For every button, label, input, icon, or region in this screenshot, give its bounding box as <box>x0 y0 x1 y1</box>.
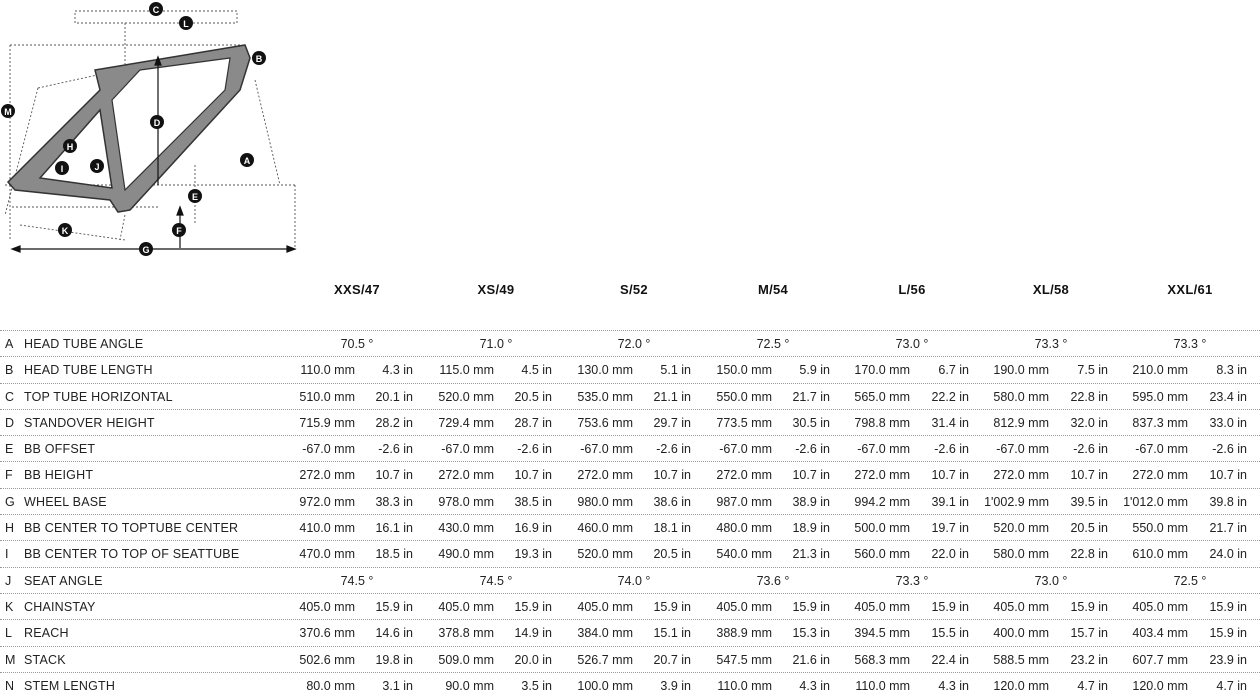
mm-cell: 110.0 mm <box>300 363 355 378</box>
row-letter: G <box>5 494 15 509</box>
geometry-table <box>0 330 1260 698</box>
mm-cell: 430.0 mm <box>438 521 494 536</box>
mm-cell: -67.0 mm <box>857 442 910 457</box>
inch-cell: 10.7 in <box>1070 468 1108 483</box>
mm-cell: 150.0 mm <box>716 363 772 378</box>
mm-cell: 120.0 mm <box>1132 678 1188 693</box>
row-label: SEAT ANGLE <box>24 573 103 588</box>
marker-d <box>150 115 164 129</box>
inch-cell: 39.1 in <box>931 494 969 509</box>
mm-cell: 405.0 mm <box>854 599 910 614</box>
mm-cell: 410.0 mm <box>299 521 355 536</box>
inch-cell: 5.9 in <box>799 363 830 378</box>
mm-cell: 272.0 mm <box>993 468 1049 483</box>
svg-text:L: L <box>183 19 189 29</box>
inch-cell: -2.6 in <box>1212 442 1247 457</box>
inch-cell: 15.9 in <box>375 599 413 614</box>
marker-c <box>149 2 163 16</box>
inch-cell: 20.0 in <box>514 652 552 667</box>
mm-cell: 120.0 mm <box>993 678 1049 693</box>
row-label: WHEEL BASE <box>24 494 107 509</box>
inch-cell: 32.0 in <box>1070 415 1108 430</box>
inch-cell: 4.7 in <box>1216 678 1247 693</box>
mm-cell: 272.0 mm <box>299 468 355 483</box>
inch-cell: 15.9 in <box>792 599 830 614</box>
row-label: BB CENTER TO TOP OF SEATTUBE <box>24 547 240 562</box>
mm-cell: 378.8 mm <box>438 626 494 641</box>
inch-cell: 22.2 in <box>931 389 969 404</box>
mm-cell: 510.0 mm <box>299 389 355 404</box>
row-label: BB OFFSET <box>24 442 96 457</box>
angle-cell: 70.5 ° <box>340 337 374 351</box>
mm-cell: 403.4 mm <box>1132 626 1188 641</box>
mm-cell: 535.0 mm <box>577 389 633 404</box>
mm-cell: -67.0 mm <box>719 442 772 457</box>
mm-cell: 715.9 mm <box>299 415 355 430</box>
frame-geometry-diagram <box>0 0 310 265</box>
table-row <box>0 330 1260 356</box>
mm-cell: 580.0 mm <box>993 389 1049 404</box>
mm-cell: 90.0 mm <box>445 678 494 693</box>
angle-cell: 72.0 ° <box>617 337 651 351</box>
inch-cell: 22.8 in <box>1070 547 1108 562</box>
inch-cell: 16.9 in <box>514 521 552 536</box>
inch-cell: 31.4 in <box>931 415 969 430</box>
mm-cell: 987.0 mm <box>716 494 772 509</box>
mm-cell: 509.0 mm <box>438 652 494 667</box>
angle-cell: 73.3 ° <box>895 573 929 588</box>
table-row <box>0 461 1260 487</box>
inch-cell: 22.4 in <box>931 652 969 667</box>
inch-cell: 15.3 in <box>792 626 830 641</box>
row-label: STEM LENGTH <box>24 678 116 693</box>
inch-cell: 18.1 in <box>653 521 691 536</box>
mm-cell: 370.6 mm <box>299 626 355 641</box>
table-row <box>0 567 1260 593</box>
table-row <box>0 514 1260 540</box>
mm-cell: 1'012.0 mm <box>1123 494 1188 509</box>
mm-cell: 210.0 mm <box>1132 363 1188 378</box>
mm-cell: 272.0 mm <box>1132 468 1188 483</box>
inch-cell: 21.6 in <box>792 652 830 667</box>
inch-cell: 4.3 in <box>382 363 413 378</box>
mm-cell: -67.0 mm <box>580 442 633 457</box>
angle-cell: 73.6 ° <box>756 573 790 588</box>
inch-cell: 6.7 in <box>938 363 969 378</box>
angle-cell: 74.5 ° <box>479 573 513 588</box>
svg-text:G: G <box>142 245 150 255</box>
mm-cell: 568.3 mm <box>854 652 910 667</box>
inch-cell: 15.9 in <box>514 599 552 614</box>
inch-cell: -2.6 in <box>934 442 969 457</box>
mm-cell: 837.3 mm <box>1132 415 1188 430</box>
row-label: HEAD TUBE LENGTH <box>24 363 153 378</box>
inch-cell: 20.5 in <box>514 389 552 404</box>
mm-cell: 405.0 mm <box>1132 599 1188 614</box>
mm-cell: 729.4 mm <box>438 415 494 430</box>
svg-text:A: A <box>243 156 251 166</box>
row-letter: F <box>5 468 13 483</box>
row-letter: B <box>5 363 14 378</box>
angle-cell: 73.0 ° <box>1034 573 1068 588</box>
inch-cell: 20.5 in <box>1070 521 1108 536</box>
inch-cell: 33.0 in <box>1209 415 1247 430</box>
size-label-l: L/56 <box>898 282 926 297</box>
angle-cell: 73.3 ° <box>1173 337 1207 351</box>
inch-cell: 20.7 in <box>653 652 691 667</box>
inch-cell: 3.5 in <box>521 678 552 693</box>
svg-text:I: I <box>60 164 64 174</box>
table-row <box>0 540 1260 566</box>
mm-cell: 540.0 mm <box>716 547 772 562</box>
row-label: BB CENTER TO TOPTUBE CENTER <box>24 521 239 536</box>
row-letter: L <box>5 626 12 641</box>
row-letter: J <box>5 573 12 588</box>
inch-cell: 39.5 in <box>1070 494 1108 509</box>
mm-cell: 460.0 mm <box>577 521 633 536</box>
inch-cell: 38.9 in <box>792 494 830 509</box>
mm-cell: 405.0 mm <box>299 599 355 614</box>
mm-cell: 1'002.9 mm <box>984 494 1049 509</box>
mm-cell: 388.9 mm <box>716 626 772 641</box>
inch-cell: 4.7 in <box>1077 678 1108 693</box>
size-label-xl: XL/58 <box>1032 282 1070 297</box>
row-label: REACH <box>24 626 69 641</box>
row-letter: I <box>5 547 9 562</box>
inch-cell: 10.7 in <box>792 468 830 483</box>
inch-cell: 15.5 in <box>931 626 969 641</box>
inch-cell: 10.7 in <box>1209 468 1247 483</box>
marker-h <box>63 139 77 153</box>
svg-text:F: F <box>176 226 182 236</box>
angle-cell: 74.0 ° <box>617 573 651 588</box>
inch-cell: 10.7 in <box>375 468 413 483</box>
inch-cell: 14.6 in <box>375 626 413 641</box>
mm-cell: 773.5 mm <box>716 415 772 430</box>
marker-j <box>90 159 104 173</box>
mm-cell: 130.0 mm <box>577 363 633 378</box>
mm-cell: 115.0 mm <box>439 363 494 378</box>
inch-cell: 30.5 in <box>792 415 830 430</box>
inch-cell: 39.8 in <box>1209 494 1247 509</box>
svg-text:J: J <box>94 162 100 172</box>
row-letter: C <box>5 389 15 404</box>
row-letter: K <box>5 599 14 614</box>
size-label-m: M/54 <box>757 282 789 297</box>
mm-cell: 272.0 mm <box>577 468 633 483</box>
inch-cell: 4.3 in <box>799 678 830 693</box>
inch-cell: 15.1 in <box>653 626 691 641</box>
inch-cell: 15.9 in <box>931 599 969 614</box>
mm-cell: 480.0 mm <box>716 521 772 536</box>
table-row <box>0 619 1260 645</box>
inch-cell: 28.7 in <box>514 415 552 430</box>
mm-cell: 520.0 mm <box>577 547 633 562</box>
angle-cell: 74.5 ° <box>340 573 374 588</box>
marker-e <box>188 189 202 203</box>
size-label-xxl: XXL/61 <box>1167 282 1213 297</box>
inch-cell: 38.5 in <box>514 494 552 509</box>
angle-cell: 72.5 ° <box>756 337 790 351</box>
marker-g <box>139 242 153 256</box>
inch-cell: 21.7 in <box>792 389 830 404</box>
mm-cell: 405.0 mm <box>993 599 1049 614</box>
row-letter: D <box>5 415 15 430</box>
row-letter: H <box>5 521 15 536</box>
mm-cell: 272.0 mm <box>854 468 910 483</box>
mm-cell: 560.0 mm <box>854 547 910 562</box>
mm-cell: 272.0 mm <box>438 468 494 483</box>
mm-cell: 607.7 mm <box>1132 652 1188 667</box>
table-row <box>0 593 1260 619</box>
inch-cell: 15.9 in <box>1209 626 1247 641</box>
mm-cell: 972.0 mm <box>299 494 355 509</box>
mm-cell: 812.9 mm <box>993 415 1049 430</box>
svg-text:D: D <box>153 118 161 128</box>
row-letter: A <box>5 337 14 351</box>
mm-cell: 110.0 mm <box>855 678 910 693</box>
inch-cell: 15.9 in <box>1070 599 1108 614</box>
mm-cell: 565.0 mm <box>854 389 910 404</box>
mm-cell: 526.7 mm <box>577 652 633 667</box>
mm-cell: 272.0 mm <box>716 468 772 483</box>
inch-cell: 15.7 in <box>1070 626 1108 641</box>
svg-text:C: C <box>152 5 160 15</box>
row-letter: M <box>5 652 16 667</box>
marker-f <box>172 223 186 237</box>
mm-cell: 994.2 mm <box>854 494 910 509</box>
size-header-row <box>0 282 1260 302</box>
mm-cell: 610.0 mm <box>1132 547 1188 562</box>
mm-cell: 400.0 mm <box>993 626 1049 641</box>
inch-cell: 21.7 in <box>1209 521 1247 536</box>
mm-cell: 753.6 mm <box>577 415 633 430</box>
inch-cell: 4.3 in <box>938 678 969 693</box>
table-row <box>0 409 1260 435</box>
angle-cell: 72.5 ° <box>1173 573 1207 588</box>
row-label: HEAD TUBE ANGLE <box>24 337 144 351</box>
mm-cell: 170.0 mm <box>854 363 910 378</box>
row-letter: E <box>5 442 14 457</box>
mm-cell: 520.0 mm <box>993 521 1049 536</box>
inch-cell: 7.5 in <box>1077 363 1108 378</box>
inch-cell: 18.9 in <box>792 521 830 536</box>
inch-cell: 10.7 in <box>653 468 691 483</box>
mm-cell: 595.0 mm <box>1132 389 1188 404</box>
inch-cell: 23.9 in <box>1209 652 1247 667</box>
marker-i <box>55 161 69 175</box>
inch-cell: 3.1 in <box>382 678 413 693</box>
angle-cell: 71.0 ° <box>479 337 513 351</box>
mm-cell: 978.0 mm <box>438 494 494 509</box>
mm-cell: 405.0 mm <box>438 599 494 614</box>
marker-l <box>179 16 193 30</box>
row-label: TOP TUBE HORIZONTAL <box>24 389 173 404</box>
table-row <box>0 488 1260 514</box>
svg-text:H: H <box>66 142 74 152</box>
mm-cell: 580.0 mm <box>993 547 1049 562</box>
table-row <box>0 383 1260 409</box>
inch-cell: -2.6 in <box>656 442 691 457</box>
svg-text:B: B <box>255 54 263 64</box>
inch-cell: 28.2 in <box>375 415 413 430</box>
mm-cell: 190.0 mm <box>993 363 1049 378</box>
inch-cell: 8.3 in <box>1216 363 1247 378</box>
inch-cell: -2.6 in <box>517 442 552 457</box>
svg-text:K: K <box>61 226 69 236</box>
mm-cell: 520.0 mm <box>438 389 494 404</box>
mm-cell: -67.0 mm <box>1135 442 1188 457</box>
inch-cell: 24.0 in <box>1209 547 1247 562</box>
mm-cell: 100.0 mm <box>577 678 633 693</box>
marker-b <box>252 51 266 65</box>
row-label: STANDOVER HEIGHT <box>24 415 155 430</box>
inch-cell: 38.3 in <box>375 494 413 509</box>
inch-cell: 15.9 in <box>1209 599 1247 614</box>
row-letter: N <box>5 678 15 693</box>
inch-cell: 22.0 in <box>931 547 969 562</box>
marker-m <box>1 104 15 118</box>
inch-cell: -2.6 in <box>378 442 413 457</box>
inch-cell: 18.5 in <box>375 547 413 562</box>
mm-cell: 550.0 mm <box>1132 521 1188 536</box>
size-label-xs: XS/49 <box>477 282 515 297</box>
svg-text:E: E <box>191 192 199 202</box>
mm-cell: 490.0 mm <box>438 547 494 562</box>
mm-cell: 798.8 mm <box>854 415 910 430</box>
mm-cell: -67.0 mm <box>441 442 494 457</box>
mm-cell: 405.0 mm <box>577 599 633 614</box>
mm-cell: 588.5 mm <box>993 652 1049 667</box>
inch-cell: 38.6 in <box>653 494 691 509</box>
size-label-xxs: XXS/47 <box>334 282 380 297</box>
inch-cell: 14.9 in <box>514 626 552 641</box>
row-label: CHAINSTAY <box>24 599 96 614</box>
mm-cell: 502.6 mm <box>299 652 355 667</box>
inch-cell: 10.7 in <box>931 468 969 483</box>
inch-cell: 20.1 in <box>375 389 413 404</box>
marker-a <box>240 153 254 167</box>
inch-cell: 15.9 in <box>653 599 691 614</box>
angle-cell: 73.0 ° <box>895 337 929 351</box>
inch-cell: 19.7 in <box>931 521 969 536</box>
inch-cell: 4.5 in <box>521 363 552 378</box>
table-row <box>0 356 1260 382</box>
inch-cell: 22.8 in <box>1070 389 1108 404</box>
inch-cell: 5.1 in <box>660 363 691 378</box>
mm-cell: 394.5 mm <box>854 626 910 641</box>
inch-cell: -2.6 in <box>795 442 830 457</box>
inch-cell: 23.4 in <box>1209 389 1247 404</box>
row-label: BB HEIGHT <box>24 468 94 483</box>
mm-cell: 470.0 mm <box>299 547 355 562</box>
inch-cell: 20.5 in <box>653 547 691 562</box>
mm-cell: 550.0 mm <box>716 389 772 404</box>
inch-cell: 19.8 in <box>375 652 413 667</box>
mm-cell: 80.0 mm <box>306 678 355 693</box>
inch-cell: 3.9 in <box>660 678 691 693</box>
mm-cell: 384.0 mm <box>577 626 633 641</box>
size-label-s: S/52 <box>620 282 648 297</box>
mm-cell: 980.0 mm <box>577 494 633 509</box>
mm-cell: -67.0 mm <box>302 442 355 457</box>
mm-cell: 500.0 mm <box>854 521 910 536</box>
marker-k <box>58 223 72 237</box>
table-row <box>0 435 1260 461</box>
inch-cell: 21.1 in <box>653 389 691 404</box>
inch-cell: 23.2 in <box>1070 652 1108 667</box>
inch-cell: -2.6 in <box>1073 442 1108 457</box>
table-row <box>0 646 1260 672</box>
mm-cell: 110.0 mm <box>717 678 772 693</box>
row-label: STACK <box>24 652 66 667</box>
table-row <box>0 672 1260 698</box>
mm-cell: 405.0 mm <box>716 599 772 614</box>
inch-cell: 29.7 in <box>653 415 691 430</box>
angle-cell: 73.3 ° <box>1034 337 1068 351</box>
mm-cell: -67.0 mm <box>996 442 1049 457</box>
inch-cell: 10.7 in <box>514 468 552 483</box>
svg-text:M: M <box>4 107 12 117</box>
inch-cell: 16.1 in <box>375 521 413 536</box>
inch-cell: 19.3 in <box>514 547 552 562</box>
mm-cell: 547.5 mm <box>716 652 772 667</box>
inch-cell: 21.3 in <box>792 547 830 562</box>
